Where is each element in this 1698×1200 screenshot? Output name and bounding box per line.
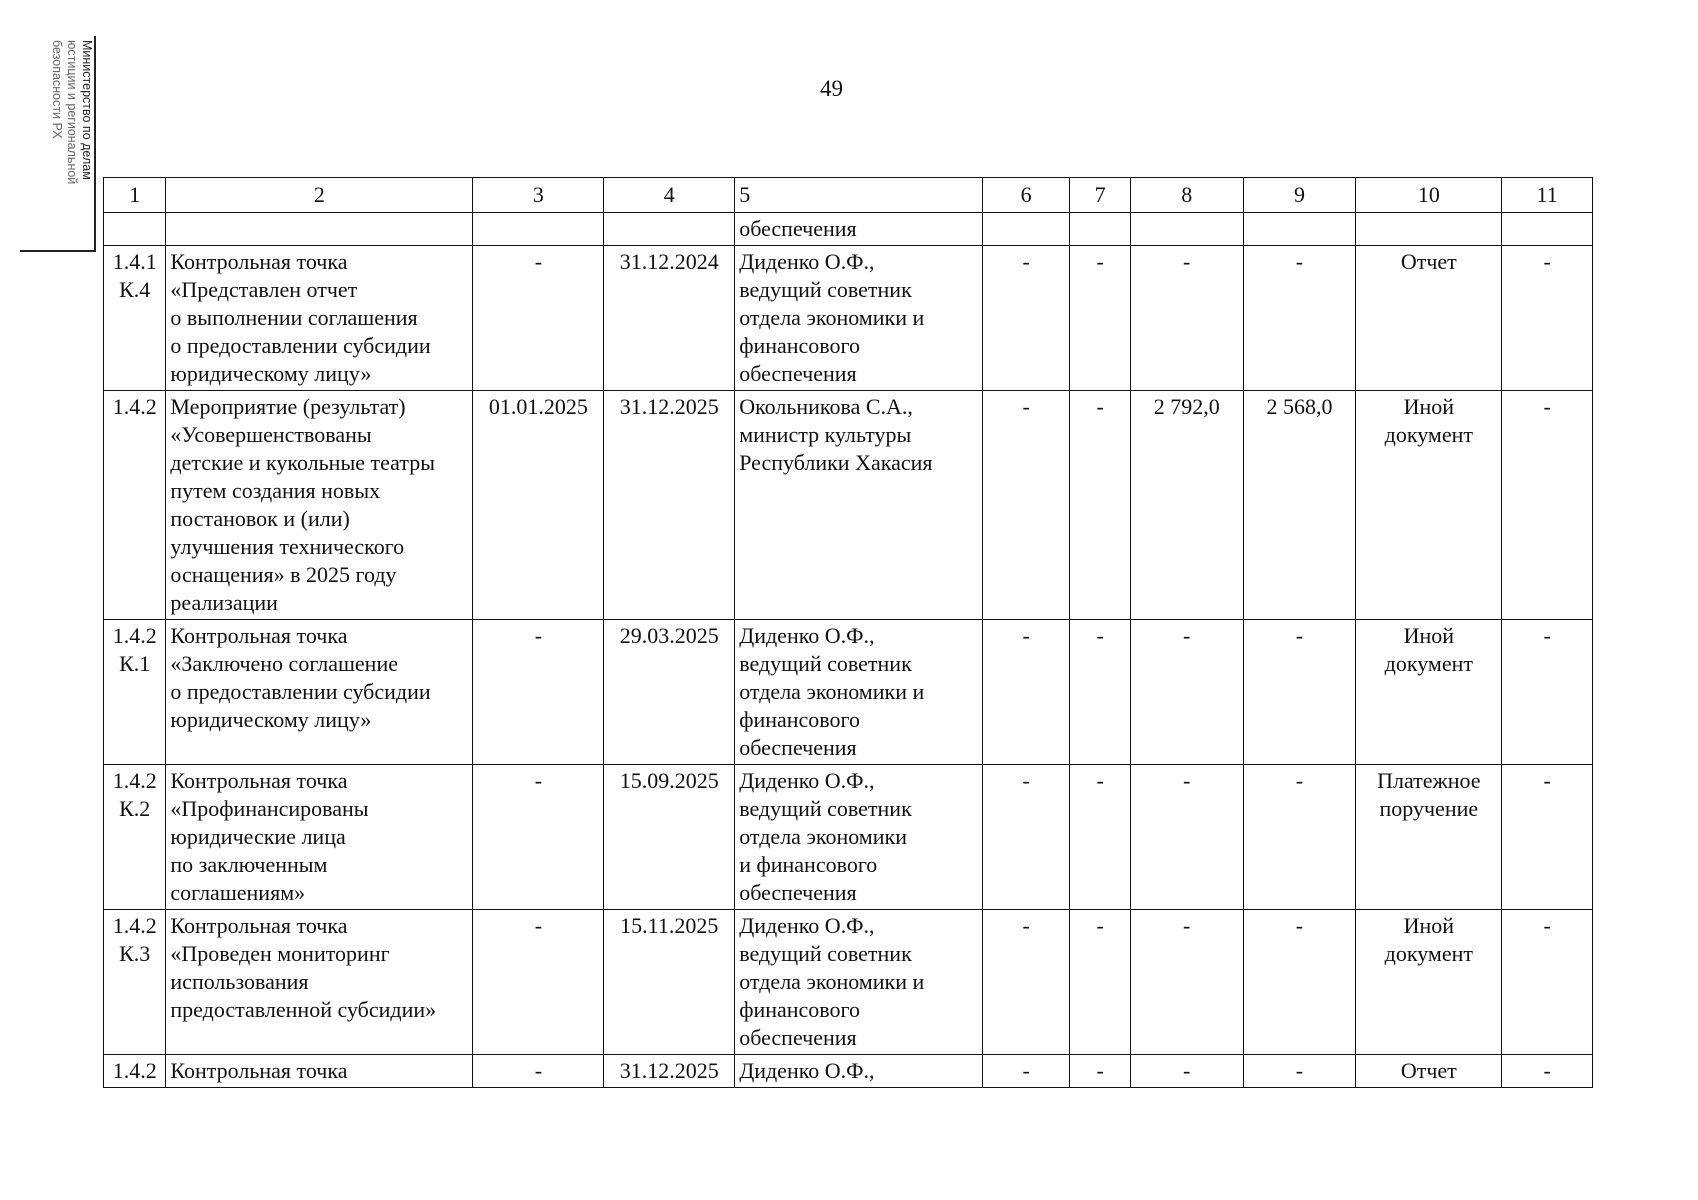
cell-line: юридические лица — [170, 824, 346, 849]
cell-line: Диденко О.Ф., — [739, 249, 875, 274]
end-date-cell: 31.12.2024 — [604, 246, 735, 391]
value-cell-c7: - — [1070, 1055, 1130, 1088]
value-cell-c7: - — [1070, 765, 1130, 910]
table-row — [104, 765, 1593, 910]
value-cell-c6: - — [982, 765, 1070, 910]
cell-line: о предоставлении субсидии — [170, 679, 431, 704]
column-header: 3 — [473, 178, 604, 213]
item-number-cell — [104, 765, 166, 910]
start-date-cell: - — [473, 620, 604, 765]
document-type-cell — [1356, 620, 1502, 765]
cell-line: Контрольная точка — [170, 249, 348, 274]
document-type-cell — [1356, 910, 1502, 1055]
value-cell-c7: - — [1070, 246, 1130, 391]
value-cell-c9: - — [1243, 246, 1356, 391]
value-cell-c7: - — [1070, 391, 1130, 620]
start-date-cell: - — [473, 765, 604, 910]
cell-line: юридическому лицу» — [170, 707, 372, 732]
stamp-line: юстиции и региональной — [65, 40, 79, 185]
cell-line: Мероприятие (результат) — [170, 394, 406, 419]
cell-line: 1.4.2 — [112, 623, 157, 648]
cell-line: 1.4.1 — [112, 249, 157, 274]
cell-line: К.1 — [119, 651, 151, 676]
value-cell-c8: - — [1130, 246, 1243, 391]
cell-line: документ — [1384, 941, 1473, 966]
document-type-cell — [1356, 246, 1502, 391]
value-cell-c8: - — [1130, 765, 1243, 910]
column-header: 8 — [1130, 178, 1243, 213]
cell-line: Иной — [1403, 913, 1455, 938]
value-cell-c8: - — [1130, 910, 1243, 1055]
responsible-cell — [735, 1055, 983, 1088]
item-number-cell — [104, 391, 166, 620]
table-row — [104, 1055, 1593, 1088]
cell-line: реализации — [170, 590, 278, 615]
cell-line: отдела экономики и — [739, 969, 925, 994]
value-cell-c6: - — [982, 1055, 1070, 1088]
cell-line: Платежное — [1377, 768, 1481, 793]
cell-line: 1.4.2 — [112, 1058, 157, 1083]
value-cell-c9: 2 568,0 — [1243, 391, 1356, 620]
cell-line: Контрольная точка — [170, 1058, 348, 1083]
cell-line: соглашениям» — [170, 880, 306, 905]
item-number-cell — [104, 246, 166, 391]
cell-line: «Проведен мониторинг — [170, 941, 390, 966]
value-cell-c7: - — [1070, 910, 1130, 1055]
cell-line: Иной — [1403, 394, 1455, 419]
value-cell-c11: - — [1502, 391, 1593, 620]
responsible-cell — [735, 620, 983, 765]
cell-line: Диденко О.Ф., — [739, 1058, 875, 1083]
cell-line: детские и кукольные театры — [170, 450, 436, 475]
cell-line: использования — [170, 969, 309, 994]
cell-line: Диденко О.Ф., — [739, 768, 875, 793]
cell-line: К.4 — [119, 277, 151, 302]
column-header: 4 — [604, 178, 735, 213]
cell-line: улучшения технического — [170, 534, 405, 559]
item-number-cell — [104, 620, 166, 765]
table-row — [104, 391, 1593, 620]
column-header: 11 — [1502, 178, 1593, 213]
value-cell-c11: - — [1502, 1055, 1593, 1088]
item-name-cell — [166, 391, 473, 620]
column-header: 9 — [1243, 178, 1356, 213]
header-row — [104, 178, 1593, 213]
cell-line: 1.4.2 — [112, 394, 157, 419]
document-type-cell — [1356, 765, 1502, 910]
value-cell-c9: - — [1243, 765, 1356, 910]
cell-line: документ — [1384, 651, 1473, 676]
cell-line: финансового — [739, 997, 861, 1022]
document-type-cell — [1356, 1055, 1502, 1088]
end-date-cell: 29.03.2025 — [604, 620, 735, 765]
cell-line: «Профинансированы — [170, 796, 369, 821]
table-row — [104, 620, 1593, 765]
value-cell-c8: - — [1130, 1055, 1243, 1088]
value-cell-c11: - — [1502, 246, 1593, 391]
cell-line: и финансового — [739, 852, 878, 877]
cell-line: Отчет — [1400, 249, 1457, 274]
table-row — [104, 246, 1593, 391]
cell-line: отдела экономики и — [739, 679, 925, 704]
cell-line: К.3 — [119, 941, 151, 966]
cell-line: о выполнении соглашения — [170, 305, 418, 330]
responsible-cell — [735, 765, 983, 910]
cell-line: 1.4.2 — [112, 768, 157, 793]
value-cell-c9: - — [1243, 1055, 1356, 1088]
table-body — [104, 213, 1593, 1088]
cell-line: поручение — [1379, 796, 1479, 821]
page-number: 49 — [820, 76, 843, 101]
cell-line: ведущий советник — [739, 796, 912, 821]
continuation-text: обеспечения — [735, 213, 983, 246]
cell-line: Контрольная точка — [170, 913, 348, 938]
cell-line: обеспечения — [739, 361, 857, 386]
cell-line: финансового — [739, 707, 861, 732]
value-cell-c8: - — [1130, 620, 1243, 765]
item-name-cell — [166, 620, 473, 765]
item-name-cell — [166, 910, 473, 1055]
responsible-cell — [735, 246, 983, 391]
cell-line: путем создания новых — [170, 478, 381, 503]
responsible-cell — [735, 910, 983, 1055]
start-date-cell: - — [473, 910, 604, 1055]
cell-line: отдела экономики и — [739, 305, 925, 330]
continuation-row — [104, 213, 1593, 246]
column-header: 1 — [104, 178, 166, 213]
cell-line: отдела экономики — [739, 824, 907, 849]
value-cell-c9: - — [1243, 620, 1356, 765]
document-type-cell — [1356, 391, 1502, 620]
value-cell-c11: - — [1502, 620, 1593, 765]
end-date-cell: 31.12.2025 — [604, 1055, 735, 1088]
column-header: 6 — [982, 178, 1070, 213]
value-cell-c6: - — [982, 620, 1070, 765]
cell-line: документ — [1384, 422, 1473, 447]
value-cell-c11: - — [1502, 765, 1593, 910]
value-cell-c6: - — [982, 910, 1070, 1055]
cell-line: юридическому лицу» — [170, 361, 372, 386]
start-date-cell: - — [473, 1055, 604, 1088]
cell-line: оснащения» в 2025 году — [170, 562, 397, 587]
column-header: 2 — [166, 178, 473, 213]
stamp-text — [49, 40, 94, 250]
cell-line: К.2 — [119, 796, 151, 821]
cell-line: о предоставлении субсидии — [170, 333, 431, 358]
cell-line: 1.4.2 — [112, 913, 157, 938]
cell-line: ведущий советник — [739, 651, 912, 676]
cell-line: ведущий советник — [739, 941, 912, 966]
cell-line: Диденко О.Ф., — [739, 913, 875, 938]
responsible-cell — [735, 391, 983, 620]
column-header: 5 — [735, 178, 983, 213]
cell-line: обеспечения — [739, 1025, 857, 1050]
value-cell-c7: - — [1070, 620, 1130, 765]
column-header: 10 — [1356, 178, 1502, 213]
cell-line: ведущий советник — [739, 277, 912, 302]
cell-line: обеспечения — [739, 735, 857, 760]
cell-line: Контрольная точка — [170, 768, 348, 793]
cell-line: по заключенным — [170, 852, 328, 877]
item-name-cell — [166, 765, 473, 910]
cell-line: «Представлен отчет — [170, 277, 358, 302]
cell-line: постановок и (или) — [170, 506, 350, 531]
cell-line: Окольникова С.А., — [739, 394, 913, 419]
cell-line: Отчет — [1400, 1058, 1457, 1083]
value-cell-c8: 2 792,0 — [1130, 391, 1243, 620]
value-cell-c9: - — [1243, 910, 1356, 1055]
cell-line: министр культуры — [739, 422, 912, 447]
item-number-cell — [104, 910, 166, 1055]
end-date-cell: 15.11.2025 — [604, 910, 735, 1055]
value-cell-c6: - — [982, 246, 1070, 391]
table-row — [104, 910, 1593, 1055]
value-cell-c11: - — [1502, 910, 1593, 1055]
end-date-cell: 15.09.2025 — [604, 765, 735, 910]
plan-table — [103, 177, 1593, 1088]
cell-line: Республики Хакасия — [739, 450, 933, 475]
cell-line: «Усовершенствованы — [170, 422, 372, 447]
item-name-cell — [166, 246, 473, 391]
end-date-cell: 31.12.2025 — [604, 391, 735, 620]
registration-stamp — [20, 36, 96, 252]
column-header: 7 — [1070, 178, 1130, 213]
start-date-cell: 01.01.2025 — [473, 391, 604, 620]
cell-line: Контрольная точка — [170, 623, 348, 648]
cell-line: обеспечения — [739, 880, 857, 905]
cell-line: финансового — [739, 333, 861, 358]
start-date-cell: - — [473, 246, 604, 391]
value-cell-c6: - — [982, 391, 1070, 620]
stamp-line: Министерство по делам — [80, 40, 94, 180]
item-name-cell — [166, 1055, 473, 1088]
cell-line: Иной — [1403, 623, 1455, 648]
stamp-line: безопасности РХ — [50, 40, 64, 139]
item-number-cell — [104, 1055, 166, 1088]
cell-line: «Заключено соглашение — [170, 651, 398, 676]
cell-line: Диденко О.Ф., — [739, 623, 875, 648]
cell-line: предоставленной субсидии» — [170, 997, 437, 1022]
